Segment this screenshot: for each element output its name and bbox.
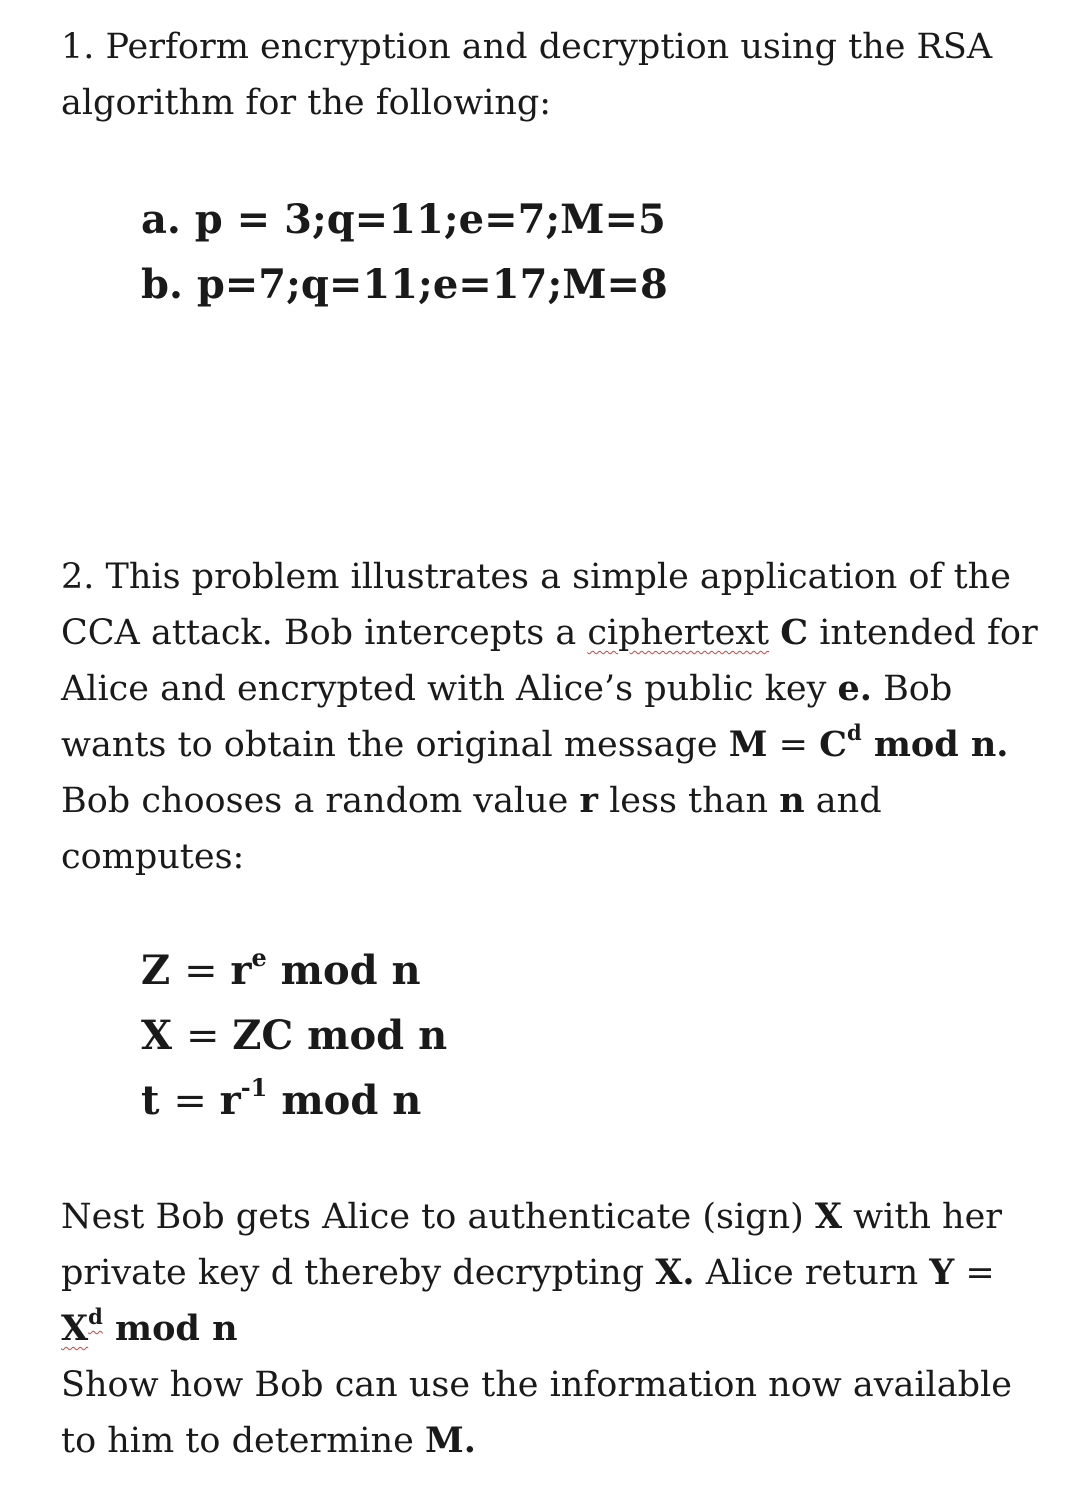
equation-x bbox=[141, 1004, 447, 1068]
question-1-text: 1. Perform encryption and decryption using the RSA algorithm for the following: bbox=[61, 27, 993, 123]
q2-text-2: intended for Alice and encrypted with Alice’s public key bbox=[61, 613, 1038, 709]
question-1-item-a: a. p = 3;q=11;e=7;M=5 bbox=[141, 196, 666, 243]
p3-m-symbol: M. bbox=[424, 1420, 476, 1461]
p3-text-4: Show how Bob can use the information now available to him to determine bbox=[61, 1365, 1012, 1461]
eq-z-rest: mod n bbox=[266, 947, 421, 994]
question-2-text bbox=[61, 549, 1041, 885]
p3-d-exponent: d bbox=[88, 1304, 103, 1330]
question-1-item-b: b. p=7;q=11;e=17;M=8 bbox=[141, 261, 668, 308]
eq-t-equals: = bbox=[173, 1078, 220, 1124]
eq-t-lhs: t bbox=[141, 1077, 174, 1124]
eq-t-r: r bbox=[219, 1077, 241, 1124]
q2-message-symbol: M bbox=[728, 724, 768, 765]
q2-n-symbol: n bbox=[779, 780, 805, 821]
eq-x-lhs: X bbox=[141, 1012, 186, 1059]
p3-x-symbol-2: X. bbox=[655, 1252, 695, 1293]
equation-z bbox=[141, 939, 421, 1003]
eq-x-rest: ZC mod n bbox=[232, 1012, 448, 1059]
eq-z-lhs: Z bbox=[141, 947, 185, 994]
eq-t-exponent: -1 bbox=[240, 1073, 268, 1103]
q2-d-exponent: d bbox=[846, 720, 862, 746]
paragraph-3-text bbox=[61, 1189, 1041, 1469]
q2-ciphertext-symbol: C bbox=[780, 612, 809, 653]
eq-z-equals: = bbox=[184, 948, 231, 994]
q2-text-4: Bob chooses a random value bbox=[61, 781, 580, 821]
eq-t-rest: mod n bbox=[267, 1077, 422, 1124]
q2-text-5: less than bbox=[597, 781, 780, 821]
equation-t bbox=[141, 1069, 421, 1133]
p3-text-1: Nest Bob gets Alice to authenticate (sign) bbox=[61, 1197, 815, 1237]
p3-text-3: Alice return bbox=[694, 1253, 930, 1293]
q2-text-6: and computes: bbox=[61, 781, 882, 877]
p3-mod-n: mod n bbox=[102, 1308, 238, 1349]
q2-text-1: 2. This problem illustrates a simple application of the CCA attack. Bob intercepts a bbox=[61, 557, 1011, 653]
q2-public-key-symbol: e. bbox=[837, 668, 872, 709]
q2-space bbox=[769, 613, 780, 653]
p3-x-base: X bbox=[61, 1308, 89, 1349]
eq-z-exponent: e bbox=[251, 943, 267, 973]
p3-x-symbol: X bbox=[814, 1196, 843, 1237]
q2-r-symbol: r bbox=[579, 780, 598, 821]
q2-ciphertext-word: ciphertext bbox=[587, 613, 770, 653]
eq-x-equals: = bbox=[185, 1013, 233, 1059]
p3-y-symbol: Y bbox=[929, 1252, 955, 1293]
q2-mod-n: mod n. bbox=[861, 724, 1009, 765]
q2-c-symbol: C bbox=[819, 724, 847, 765]
q2-text-3: Bob wants to obtain the original message bbox=[61, 669, 953, 765]
eq-z-r: r bbox=[230, 947, 252, 994]
p3-text-2: with her private key d thereby decrypting bbox=[61, 1197, 1003, 1293]
q2-equals: = bbox=[767, 725, 820, 765]
p3-equals: = bbox=[954, 1253, 995, 1293]
